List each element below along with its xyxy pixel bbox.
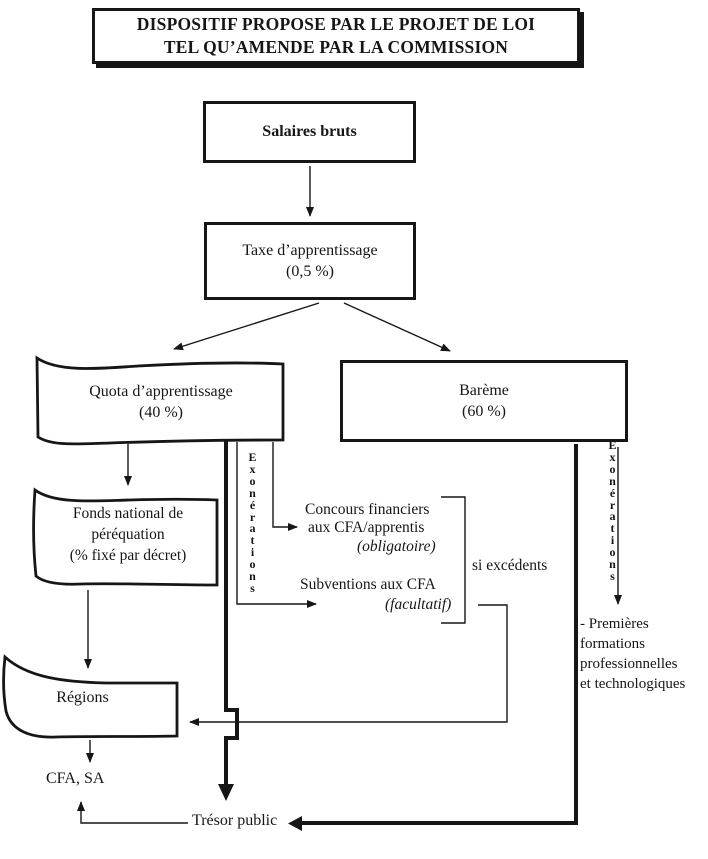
si-excedents-label: si excédents [472, 557, 548, 574]
premieres-line-1: - Premières [580, 616, 649, 632]
fonds-line-3: (% fixé par décret) [69, 547, 187, 564]
arrow-taxe-to-bareme [344, 303, 450, 351]
thick-line-quota-to-tresor [226, 441, 237, 786]
premieres-line-4: et technologiques [580, 676, 686, 692]
salaires-label: Salaires bruts [262, 123, 357, 140]
title-box [92, 8, 580, 64]
quota-line-1: Quota d’apprentissage [89, 383, 233, 400]
arrow-tresor-to-cfa [81, 802, 188, 823]
thick-arrowhead-left [288, 816, 302, 831]
quota-line-2: (40 %) [139, 404, 183, 421]
concours-note: (obligatoire) [357, 538, 436, 555]
taxe-line-1: Taxe d’apprentissage [242, 242, 378, 259]
fonds-line-2: péréquation [91, 526, 165, 543]
subventions-label: Subventions aux CFA [300, 576, 436, 593]
concours-line-2: aux CFA/apprentis [308, 519, 425, 536]
node-bareme [340, 360, 628, 442]
premieres-line-3: professionnelles [580, 656, 678, 672]
arrow-quota-to-concours [273, 442, 297, 527]
bareme-line-1: Barème [459, 382, 509, 399]
premieres-formations-label [580, 614, 685, 694]
node-fonds-label [42, 503, 214, 566]
concours-line-1: Concours financiers [305, 501, 430, 518]
node-regions-label: Régions [56, 689, 109, 706]
tresor-public-label: Trésor public [192, 812, 278, 829]
fonds-line-1: Fonds national de [72, 505, 184, 522]
taxe-line-2: (0,5 %) [286, 263, 334, 280]
arrow-taxe-to-quota [174, 303, 319, 349]
title-line-2: TEL QU’AMENDE PAR LA COMMISSION [163, 37, 509, 57]
node-quota-label [47, 381, 275, 423]
title-line-1: DISPOSITIF PROPOSE PAR LE PROJET DE LOI [136, 14, 536, 34]
exonerations-left-label: E x o n é r a t i o n s [248, 450, 257, 595]
cfa-sa-label: CFA, SA [46, 770, 105, 787]
bareme-line-2: (60 %) [462, 403, 506, 420]
thick-arrowhead-down [218, 784, 234, 801]
subventions-note: (facultatif) [385, 596, 452, 613]
node-taxe-apprentissage [204, 222, 416, 300]
exonerations-right-label: E x o n é r a t i o n s [608, 438, 617, 583]
premieres-line-2: formations [580, 636, 645, 652]
node-salaires-bruts [203, 101, 416, 163]
